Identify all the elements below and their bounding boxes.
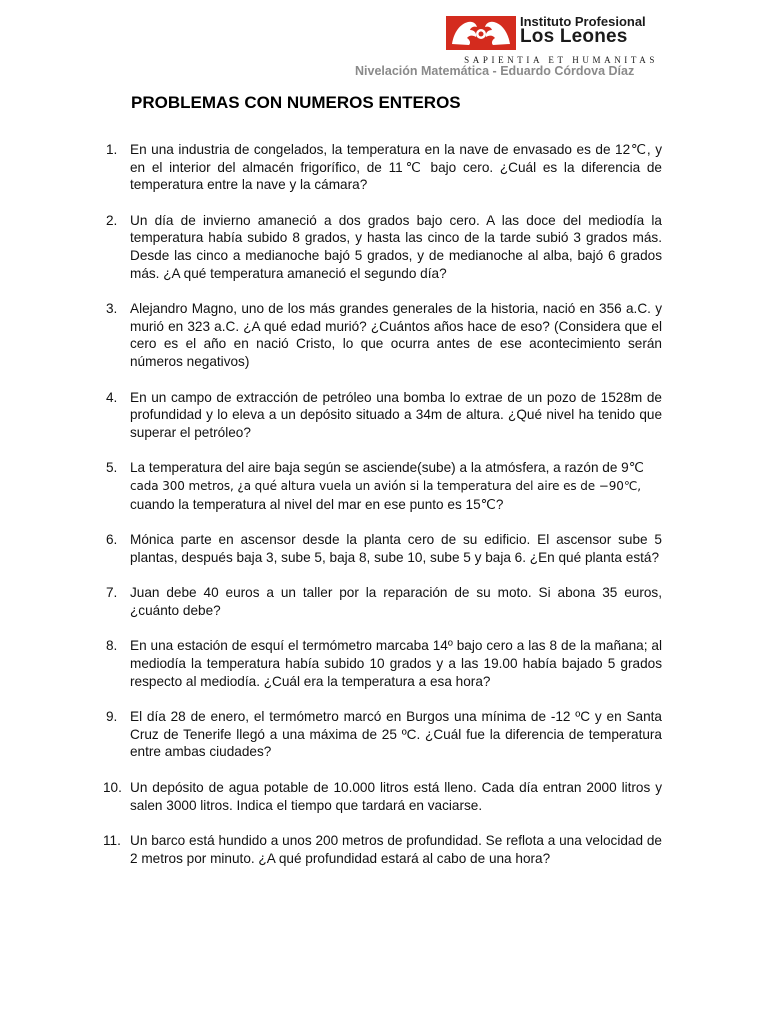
- logo-institute-text: Instituto Profesional: [520, 14, 646, 29]
- problem-number: 5.: [106, 460, 118, 476]
- institution-logo: [446, 14, 658, 65]
- problem-item: [106, 212, 662, 282]
- problem-number: 7.: [106, 585, 118, 601]
- problem-number: 3.: [106, 301, 118, 317]
- problem-text-part-c: cuando la temperatura al nivel del mar en ese punto es 15℃?: [130, 496, 504, 512]
- problem-item: [103, 779, 662, 814]
- problem-text: En un campo de extracción de petróleo una bomba lo extrae de un pozo de 1528m de profundidad y lo eleva a un depósito situado a 34m de altura. ¿Qué nivel ha tenido que superar el petróleo?: [130, 389, 662, 440]
- logo-name-text: Los Leones: [520, 26, 628, 47]
- problem-item: [106, 141, 662, 194]
- problem-item: [103, 832, 662, 867]
- problem-item: [106, 459, 662, 513]
- problem-text: Alejandro Magno, uno de los más grandes generales de la historia, nació en 356 a.C. y murió en 323 a.C. ¿A qué edad murió? ¿Cuántos años hace de eso? (Considera que el cero es el año en nació Cristo, lo que ocurra antes de ese acontecimiento serán números negativos): [130, 301, 662, 369]
- problem-text: Un depósito de agua potable de 10.000 litros está lleno. Cada día entran 2000 litros y salen 3000 litros. Indica el tiempo que tardará en vaciarse.: [130, 780, 662, 813]
- problem-text: Un día de invierno amaneció a dos grados bajo cero. A las doce del mediodía la temperatura había subido 8 grados, y hasta las cinco de la tarde subió 3 grados más. Desde las cinco a medianoche bajó 5 grados, y de medianoche al alba, bajó 6 grados más. ¿A qué temperatura amaneció el segundo día?: [130, 212, 662, 281]
- problem-number: 4.: [106, 389, 118, 405]
- problem-item: [106, 708, 662, 761]
- problem-text: Mónica parte en ascensor desde la planta cero de su edificio. El ascensor sube 5 plantas, después baja 3, sube 5, baja 8, sube 10, sube 5 y baja 6. ¿En qué planta está?: [130, 532, 662, 565]
- lion-emblem-icon: [446, 14, 516, 52]
- document-subtitle: Nivelación Matemática - Eduardo Córdova Díaz: [355, 64, 635, 78]
- problem-number: 1.: [106, 142, 118, 157]
- page-title: PROBLEMAS CON NUMEROS ENTEROS: [131, 93, 461, 112]
- problem-text: Un barco está hundido a unos 200 metros de profundidad. Se reflota a una velocidad de 2 metros por minuto. ¿A qué profundidad estará al cabo de una hora?: [130, 833, 662, 866]
- problem-list: [103, 141, 662, 885]
- problem-text-part-a: La temperatura del aire baja según se asciende(sube) a la atmósfera, a razón de 9℃: [130, 460, 645, 476]
- problem-text: El día 28 de enero, el termómetro marcó en Burgos una mínima de -12 ºC y en Santa Cruz de Tenerife llegó a una máxima de 25 ºC. ¿Cuál fue la diferencia de temperatura entre ambas ciudades?: [130, 709, 662, 760]
- problem-item: [106, 531, 662, 566]
- problem-text-part-b: cada 300 metros, ¿a qué altura vuela un avión si la temperatura del aire es de −90℃,: [130, 478, 641, 493]
- problem-text: En una estación de esquí el termómetro marcaba 14º bajo cero a las 8 de la mañana; al mediodía la temperatura había subido 10 grados y a las 19.00 había bajado 5 grados respecto al mediodía. ¿Cuál era la temperatura a esa hora?: [130, 638, 662, 689]
- problem-number: 9.: [106, 709, 118, 725]
- logo-motto-text: SAPIENTIA ET HUMANITAS: [464, 55, 658, 65]
- problem-number: 10.: [103, 780, 122, 796]
- problem-text: Juan debe 40 euros a un taller por la reparación de su moto. Si abona 35 euros, ¿cuánto debe?: [130, 585, 662, 618]
- problem-number: 2.: [106, 212, 118, 228]
- problem-item: [106, 637, 662, 690]
- problem-number: 6.: [106, 532, 118, 548]
- problem-text: En una industria de congelados, la temperatura en la nave de envasado es de 12℃, y en el interior del almacén frigorífico, de 11℃ bajo cero. ¿Cuál es la diferencia de temperatura entre la nave y la cámara?: [130, 142, 662, 193]
- problem-number: 8.: [106, 638, 118, 654]
- problem-item: [106, 389, 662, 442]
- problem-number: 11.: [103, 833, 121, 849]
- problem-item: [106, 584, 662, 619]
- problem-item: [106, 300, 662, 370]
